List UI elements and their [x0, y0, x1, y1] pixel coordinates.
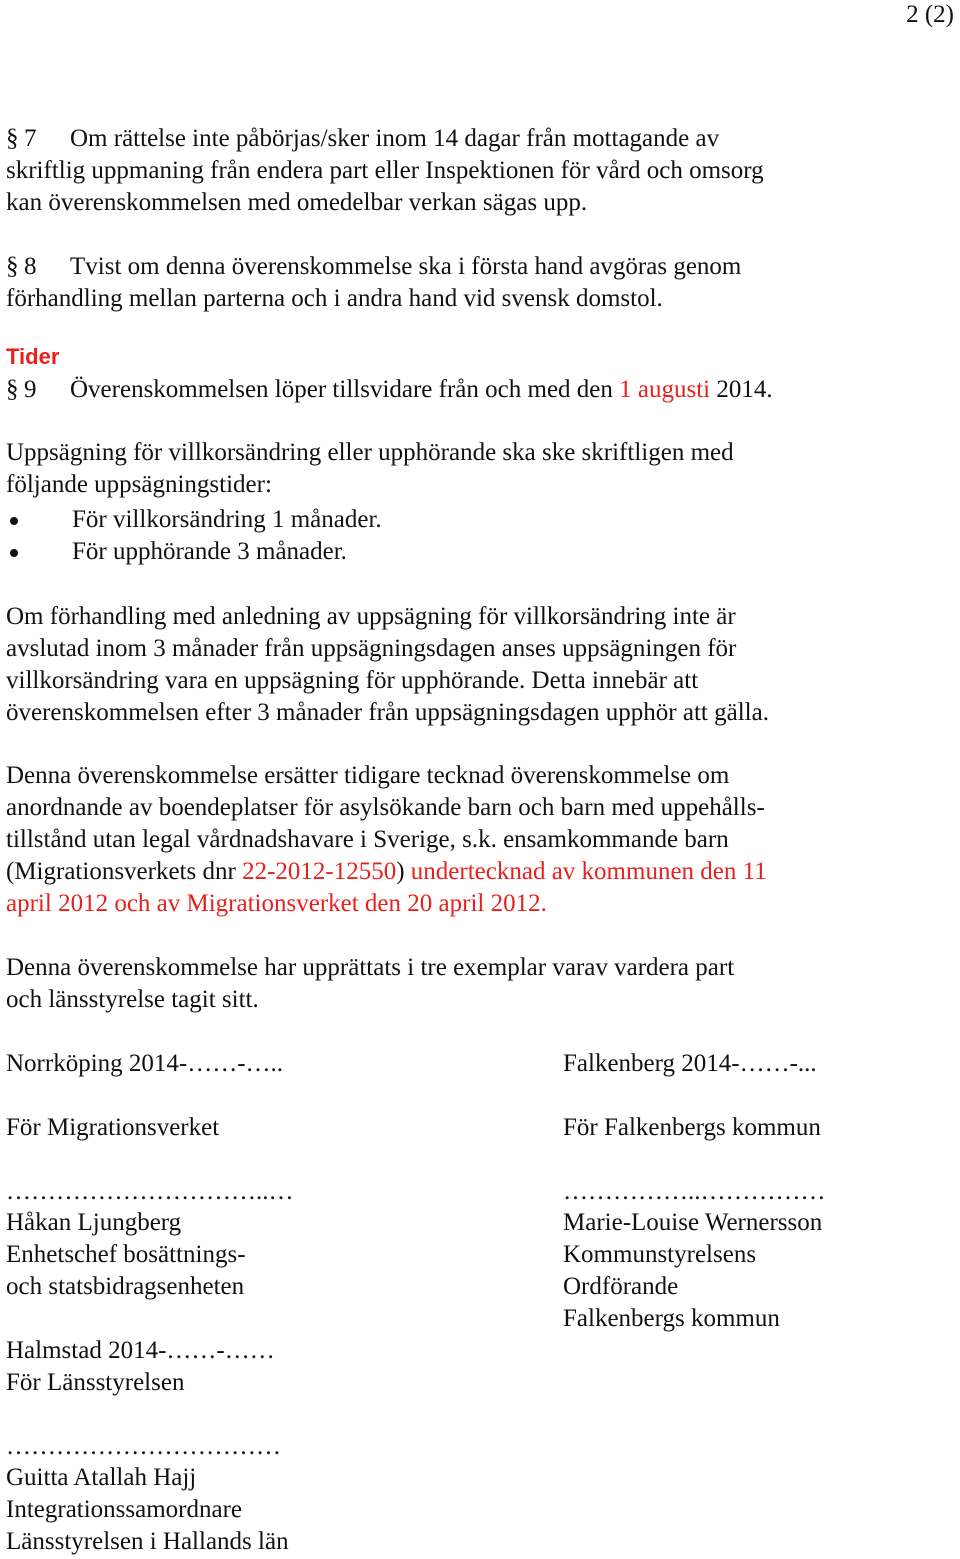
paragraph-line: tillstånd utan legal vårdnadshavare i Sverige, s.k. ensamkommande barn	[6, 826, 729, 853]
section-7-line-1	[6, 123, 951, 155]
section-7-line-3: kan överenskommelsen med omedelbar verkan sägas upp.	[6, 189, 588, 216]
section-7-line-2: skriftlig uppmaning från endera part eller Inspektionen för vård och omsorg	[6, 157, 764, 184]
section-text: Om rättelse inte påbörjas/sker inom 14 dagar från mottagande av	[70, 125, 720, 152]
section-9-line-1	[6, 374, 951, 406]
signature-bottom-line: ……………………………	[6, 1433, 281, 1460]
signature-left-title: och statsbidragsenheten	[6, 1273, 245, 1300]
section-number: 7	[24, 125, 37, 152]
paragraph-line: anordnande av boendeplatser för asylsökande barn och barn med uppehålls-	[6, 794, 765, 821]
signature-right-title: Kommunstyrelsens	[563, 1241, 757, 1268]
section-8-line-1	[6, 251, 951, 283]
signature-bottom-title: Integrationssamordnare	[6, 1496, 243, 1523]
section-8	[6, 251, 951, 315]
paragraph-line: Om förhandling med anledning av uppsägning för villkorsändring inte är	[6, 603, 736, 630]
paragraph-line	[6, 856, 951, 888]
section-number: 8	[24, 253, 37, 280]
section-number: 9	[24, 376, 37, 403]
signature-bottom-title: Länsstyrelsen i Hallands län	[6, 1528, 289, 1555]
paragraph-line: Denna överenskommelse har upprättats i tre exemplar varav vardera part	[6, 954, 735, 981]
section-7	[6, 123, 951, 219]
paragraph-sign: §	[6, 253, 19, 280]
heading-tider: Tider	[6, 344, 60, 369]
signature-left-name: Håkan Ljungberg	[6, 1209, 182, 1236]
signature-bottom-place-date: Halmstad 2014-……-……	[6, 1337, 275, 1364]
paragraph-line: Denna överenskommelse ersätter tidigare tecknad överenskommelse om	[6, 762, 730, 789]
text-segment: )	[396, 858, 411, 885]
highlighted-date: 1 augusti	[619, 376, 711, 403]
signature-left-place-date: Norrköping 2014-……-…..	[6, 1050, 284, 1077]
section-text: Överenskommelsen löper tillsvidare från och med den	[70, 376, 620, 403]
paragraph-line: och länsstyrelse tagit sitt.	[6, 986, 259, 1013]
ersatter-paragraph	[6, 760, 951, 920]
bullet-text: För upphörande 3 månader.	[72, 538, 347, 565]
signature-right-title: Falkenbergs kommun	[563, 1305, 780, 1332]
text-segment: (Migrationsverkets dnr	[6, 858, 243, 885]
bullet-icon	[10, 549, 18, 557]
dnr-number: 22-2012-12550	[242, 858, 397, 885]
paragraph-line: Uppsägning för villkorsändring eller upphörande ska ske skriftligen med	[6, 439, 734, 466]
section-9	[6, 374, 951, 406]
signature-left-party: För Migrationsverket	[6, 1114, 220, 1141]
signature-right-line: ……………..……………	[563, 1178, 826, 1205]
signature-right-title: Ordförande	[563, 1273, 679, 1300]
section-text-end: 2014.	[710, 376, 773, 403]
signature-right-name: Marie-Louise Wernersson	[563, 1209, 823, 1236]
signature-right-party: För Falkenbergs kommun	[563, 1114, 821, 1141]
signature-bottom-name: Guitta Atallah Hajj	[6, 1464, 197, 1491]
signature-right-place-date: Falkenberg 2014-……-...	[563, 1050, 817, 1077]
signature-left-title: Enhetschef bosättnings-	[6, 1241, 246, 1268]
forhandling-paragraph	[6, 601, 951, 729]
page-number: 2 (2)	[906, 1, 954, 28]
section-text: Tvist om denna överenskommelse ska i första hand avgöras genom	[70, 253, 742, 280]
signature-left-line: …………………………..…	[6, 1178, 294, 1205]
signing-info: undertecknad av kommunen den 11	[410, 858, 767, 885]
paragraph-line: överenskommelsen efter 3 månader från uppsägningsdagen upphör att gälla.	[6, 699, 769, 726]
paragraph-line: avslutad inom 3 månader från uppsägningsdagen anses uppsägningen för	[6, 635, 737, 662]
upprattats-paragraph	[6, 952, 951, 1016]
paragraph-sign: §	[6, 376, 19, 403]
bullet-icon	[10, 517, 18, 525]
paragraph-sign: §	[6, 125, 19, 152]
signing-info-line: april 2012 och av Migrationsverket den 20 april 2012.	[6, 890, 547, 917]
bullet-text: För villkorsändring 1 månader.	[72, 506, 382, 533]
paragraph-line: villkorsändring vara en uppsägning för upphörande. Detta innebär att	[6, 667, 699, 694]
uppsagning-paragraph	[6, 437, 951, 501]
signature-bottom-party: För Länsstyrelsen	[6, 1369, 185, 1396]
section-8-line-2: förhandling mellan parterna och i andra hand vid svensk domstol.	[6, 285, 663, 312]
paragraph-line: följande uppsägningstider:	[6, 471, 272, 498]
